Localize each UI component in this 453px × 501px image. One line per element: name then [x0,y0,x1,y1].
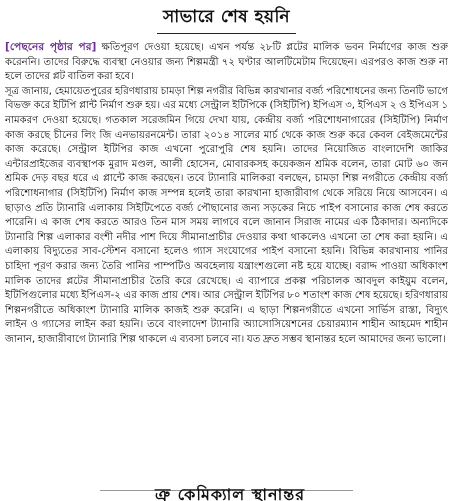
paragraph-2-text: সূত্র জানায়, হেমায়েতপুরের হরিণধারায় চামড়া শিল্প নগরীর বিভিন্ন কারখানার বর্জ্য পরিশোধনের জন্য তিনটি ভাগে বিভক্ত করে ইটিপি প্লান্ট নির্মাণ শুরু হয়। এর মধ্যে সেন্ট্রাল ইটিপিকে (সিইটিপি) ইপিএস ৩, ইপিএস ২ ও ইপিএস ১ নামকরণ দেওয়া হয়েছে। গতকাল সরেজমিন গিয়ে দেখা যায়, কেন্দ্রীয় বর্জ্য পরিশোধনাগারের (সিইটিপি) নির্মাণ কাজ করছে চীনের লিং জি এনভায়রনমেন্ট। তারা ২০১৪ সালের মার্চ থেকে কাজ শুরু করে কেবল বেইজমেন্টের কাজ করেছে। সেন্ট্রাল ইটিপির কাজ এখনো পুরোপুরি শেষ হয়নি। তাদের নিয়োজিত বাংলাদেশি জাকির এন্টারপ্রাইজের ব্যবস্থাপক মুরাদ মণ্ডল, আলী হোসেন, মোবারকসহ কয়েকজন শ্রমিক বলেন, তারা মোট ৬০ জন শ্রমিক দেড় বছর ধরে এ প্লান্টে কাজ করছেন। তবে ট্যানারি মালিকরা বলছেন, চামড়া শিল্প নগরীতে কেন্দ্রীয় বর্জ্য পরিশোধনাগার (সিইটিপি) নির্মাণ কাজ সম্পন্ন হলেই তারা কারখানা হাজারীবাগ থেকে সরিয়ে নিয়ে আসবেন। এ ছাড়াও প্রতি ট্যানারি এলাকায় সিইটিপেতে বর্জ্য পৌছানোর জন্য সড়কের নিচে পাইপ বসানোর কাজ শেষ করতে পারেনি। এ কাজ শেষ করতে আরও তিন মাস সময় লাগবে বলে জানান সিরাজ নামের এক ঠিকাদার। অন্যদিকে ট্যানারি শিল্প এলাকার বংশী নদীর পাশ দিয়ে সীমানাপ্রাচীর দেওয়ার কথা থাকলেও এখনো তা শেষ করা হয়নি। এ এলাকায় বিদ্যুতের সাব-স্টেশন বসানো হলেও গ্যাস সংযোগের পাইপ বসানো হয়নি। বিভিন্ন কারখানায় পানির চাহিদা পূরণ করার জন্য তৈরি পানির পাম্পটিও অবহেলায় যন্ত্রাংশগুলো নষ্ট হয়ে যাচ্ছে। বরাদ্দ পাওয়া অধিকাংশ মালিক তাদের প্লটের সীমানাপ্রাচীর তৈরি করে রেখেছে। এ ব্যাপারে প্রকল্প পরিচালক আবদুল কাইয়ুম বলেন, ইটিপিগুলোর মধ্যে ইপিএস-২ এর কাজ প্রায় শেষ। আর সেন্ট্রাল ইটিপির ৮০ শতাংশ কাজ শেষ হয়েছে। হরিণধারায় শিল্পনগরীতে অধিকাংশ ট্যানারি মালিক কাজই শুরু করেনি। এ ছাড়া শিল্পনগরীতে এখনো সার্ভিস রাস্তা, বিদ্যুৎ লাইন ও গ্যাসের লাইন করা হয়নি। তবে বাংলাদেশ ট্যানারি অ্যাসোসিয়েশনের চেয়ারম্যান শাহীন আহমেদ শাহীন জানান, হাজারীবাগে ট্যানারি শিল্প থাকলে এ ব্যবসা চলবে না। যত দ্রুত সম্ভব স্থানান্তর হলে আমাদের জন্য ভালো। [5,85,448,345]
news-article [5,0,448,501]
headline-container [5,4,448,34]
article-body [5,40,448,347]
article-headline: সাভারে শেষ হয়নি [157,4,296,34]
paragraph-2 [5,85,448,348]
continuation-tag: [পেছনের পৃষ্ঠার পর] [5,41,97,53]
paragraph-1 [5,40,448,85]
next-article-fragment: ত্রু কেমিক্যাল স্থানান্তর [155,485,306,501]
paragraph-1-text: ক্ষতিপূরণ দেওয়া হয়েছে। এখন পর্যন্ত ২৮টি প্লটের মালিক ভবন নির্মাণের কাজ শুরু করেননি। তাদের বিরুদ্ধে ব্যবস্থা নেওয়ার জন্য শিল্পমন্ত্রী ৭২ ঘণ্টার আলটিমেটাম দিয়েছেন। এরপরও কাজ শুরু না হলে তাদের প্লট বাতিল করা হবে। [5,42,448,83]
